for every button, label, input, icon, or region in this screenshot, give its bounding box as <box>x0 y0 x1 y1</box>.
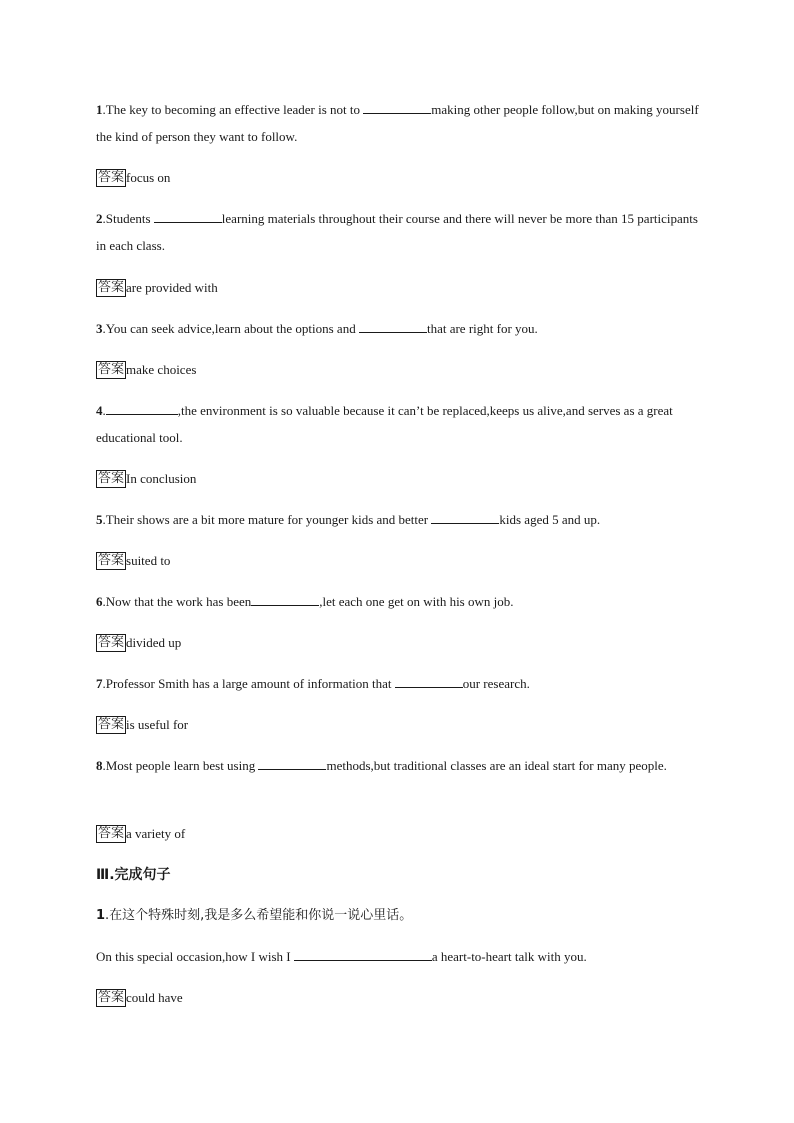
answer-row-5 <box>96 551 170 571</box>
question-text-after: kids aged 5 and up. <box>499 512 601 527</box>
question-number: 6 <box>96 594 103 609</box>
question-number: 8 <box>96 758 103 773</box>
question-text-before: .The key to becoming an effective leader is not to <box>102 102 364 117</box>
answer-row-4 <box>96 469 196 489</box>
question-5 <box>96 506 706 533</box>
question-8 <box>96 752 706 779</box>
answer-blank <box>363 100 431 114</box>
question-1 <box>96 96 706 150</box>
question-text-after: ,let each one get on with his own job. <box>319 594 514 609</box>
question-number: 1 <box>96 102 103 117</box>
answer-row-section3-1 <box>96 988 183 1008</box>
answer-label-box: 答案 <box>98 280 125 295</box>
answer-blank <box>106 401 178 415</box>
answer-blank <box>258 756 326 770</box>
answer-blank <box>395 674 463 688</box>
question-6 <box>96 588 706 615</box>
answer-text: could have <box>126 990 183 1005</box>
answer-blank <box>251 592 319 606</box>
question-number: 5 <box>96 512 103 527</box>
answer-label-box: 答案 <box>98 717 125 732</box>
section-heading: Ⅲ.完成句子 <box>96 867 171 883</box>
answer-label-box: 答案 <box>98 170 125 185</box>
answer-row-8 <box>96 824 185 844</box>
answer-label-box: 答案 <box>98 826 125 841</box>
question-number: 3 <box>96 321 103 336</box>
answer-label-box: 答案 <box>98 471 125 486</box>
answer-text: make choices <box>126 362 197 377</box>
answer-row-1 <box>96 168 170 188</box>
translation-item-1-english <box>96 943 706 970</box>
answer-text: are provided with <box>126 280 218 295</box>
answer-blank <box>154 209 222 223</box>
answer-text: is useful for <box>126 717 189 732</box>
question-text-before: .Now that the work has been <box>102 594 252 609</box>
answer-text: focus on <box>126 170 171 185</box>
chinese-prompt: .在这个特殊时刻,我是多么希望能和你说一说心里话。 <box>105 908 413 923</box>
answer-blank <box>359 319 427 333</box>
question-text-before: .You can seek advice,learn about the options and <box>102 321 359 336</box>
answer-text: suited to <box>126 553 171 568</box>
answer-row-3 <box>96 360 196 380</box>
question-4 <box>96 397 706 451</box>
question-text-after: methods,but traditional classes are an ideal start for many people. <box>326 758 667 773</box>
answer-label-box: 答案 <box>98 635 125 650</box>
answer-label-box: 答案 <box>98 362 125 377</box>
answer-row-2 <box>96 278 218 298</box>
question-text-after: making other people follow,but on making yourself the kind of person they want to follow. <box>96 102 699 144</box>
question-7 <box>96 670 706 697</box>
question-text-before: .Professor Smith has a large amount of information that <box>102 676 395 691</box>
answer-text: divided up <box>126 635 182 650</box>
answer-row-6 <box>96 633 181 653</box>
question-3 <box>96 315 706 342</box>
question-number: 1 <box>96 908 106 923</box>
question-text-after: a heart-to-heart talk with you. <box>431 949 587 964</box>
question-text-before: .Most people learn best using <box>102 758 259 773</box>
question-text-before: On this special occasion,how I wish I <box>96 949 294 964</box>
answer-label-box: 答案 <box>98 990 125 1005</box>
question-number: 4 <box>96 403 103 418</box>
question-text-after: ,the environment is so valuable because it can’t be replaced,keeps us alive,and serves as a great educational tool. <box>96 403 673 445</box>
question-text-after: our research. <box>462 676 530 691</box>
answer-label-box: 答案 <box>98 553 125 568</box>
answer-blank <box>294 947 432 961</box>
question-text-before: .Students <box>102 211 154 226</box>
translation-item-1-chinese <box>96 902 706 929</box>
answer-row-7 <box>96 715 188 735</box>
answer-blank <box>431 510 499 524</box>
question-text-before: .Their shows are a bit more mature for younger kids and better <box>102 512 432 527</box>
question-number: 2 <box>96 211 103 226</box>
answer-text: In conclusion <box>126 471 197 486</box>
answer-text: a variety of <box>126 826 186 841</box>
question-2 <box>96 205 706 259</box>
question-text-after: learning materials throughout their course and there will never be more than 15 participants in each class. <box>96 211 698 253</box>
question-text-after: that are right for you. <box>426 321 538 336</box>
question-text-before: . <box>102 403 106 418</box>
question-number: 7 <box>96 676 103 691</box>
